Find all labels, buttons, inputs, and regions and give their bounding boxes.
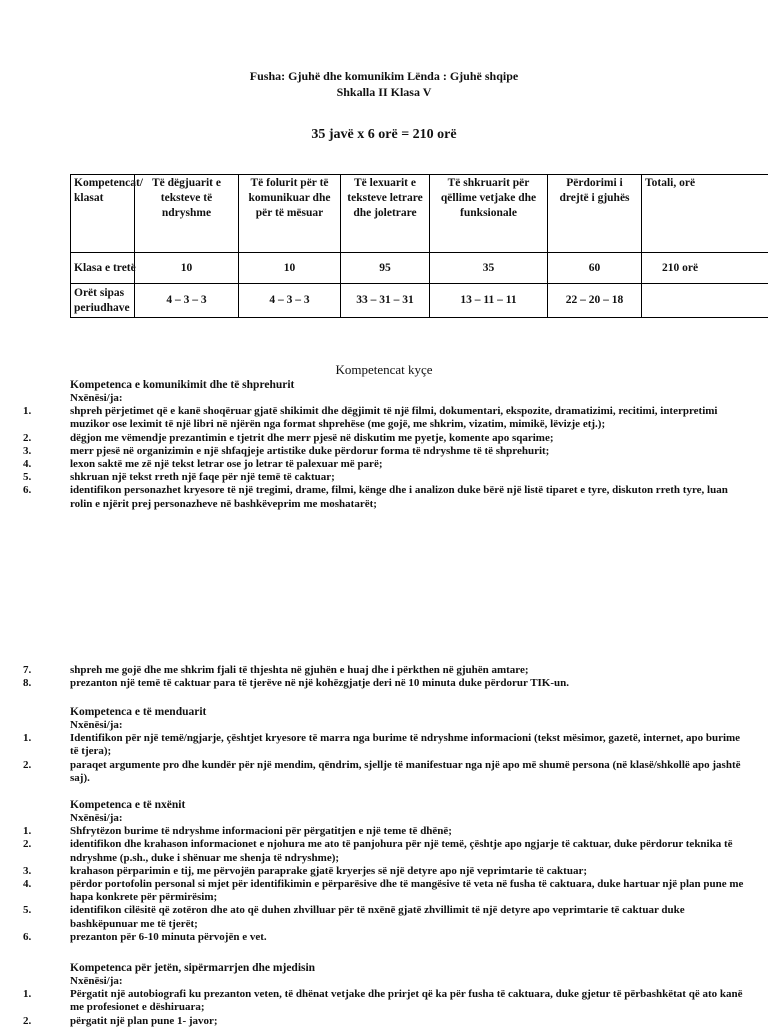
list-item [0,904,768,930]
table-header-row [71,175,768,253]
list-item-text: përdor portofolin personal si mjet për identifikimin e përparësive dhe të mangësive të veta në fusha të caktuara, duke hartuar një plan pune me hapa konkrete për përmirësim; [70,878,743,903]
list-item [0,825,768,838]
list-item-text: shkruan një tekst rreth një faqe për një temë të caktuar; [70,471,335,483]
list-item-number: 3. [23,445,31,458]
column-header: Të lexuarit e teksteve letrare dhe joletrare [341,175,430,253]
list-item-text: dëgjon me vëmendje prezantimin e tjetrit dhe merr pjesë në diskutim me pyetje, komente apo sqarime; [70,432,554,444]
list-item [0,732,768,758]
competence-list [0,825,768,944]
competence-title: Kompetenca e komunikimit dhe të shprehurit [70,378,768,392]
list-item-number: 1. [23,405,31,418]
list-item-text: identifikon cilësitë që zotëron dhe ato që duhen zhvilluar për të nxënë gjatë zhvillimit të një detyre apo veprimtarie të caktuar duke bashkëpunuar me të tjerët; [70,904,685,929]
student-label: Nxënësi/ja: [70,392,768,405]
competence-list [0,732,768,785]
list-item-number: 7. [23,664,31,677]
table-cell: Orët sipas periudhave [71,284,135,318]
list-item [0,865,768,878]
column-header: Të folurit për të komunikuar dhe për të mësuar [239,175,341,253]
table-cell: 4 – 3 – 3 [135,284,239,318]
student-label: Nxënësi/ja: [70,975,768,988]
column-header: Kompetencat/ klasat [71,175,135,253]
section-title: Kompetencat kyçe [0,362,768,378]
list-item [0,458,768,471]
student-label: Nxënësi/ja: [70,812,768,825]
list-item-number: 1. [23,988,31,1001]
competence-list [0,405,768,511]
list-item-number: 2. [23,432,31,445]
list-item-number: 2. [23,759,31,772]
list-item [0,931,768,944]
table-cell: 10 [135,253,239,284]
table-cell: 4 – 3 – 3 [239,284,341,318]
list-item-text: prezanton për 6-10 minuta përvojën e vet. [70,931,267,943]
competence-title: Kompetenca e të nxënit [70,798,768,812]
list-item-number: 4. [23,878,31,891]
table-cell: 33 – 31 – 31 [341,284,430,318]
competence-life-enterprise [0,961,768,1028]
list-item-text: shpreh me gojë dhe me shkrim fjali të thjeshta në gjuhën e huaj dhe i përkthen në gjuhën amtare; [70,664,529,676]
column-header: Të dëgjuarit e teksteve të ndryshme [135,175,239,253]
header-subject-line: Fusha: Gjuhë dhe komunikim Lënda : Gjuhë shqipe [0,68,768,84]
list-item-text: Përgatit një autobiografi ku prezanton veten, të dhënat vetjake dhe prirjet që ka për fusha të caktuara, duke gjetur të përbashkëtat që ato kanë me profesionet e dëshiruara; [70,988,742,1013]
list-item-number: 1. [23,732,31,745]
list-item-number: 2. [23,838,31,851]
list-item-text: identifikon dhe krahason informacionet e njohura me ato të panjohura për një temë, çështje apo ngjarje të caktuar, duke përdorur teknika të ndryshme (p.sh., duke i shënuar me shenja të ndryshme); [70,838,733,863]
table-cell: 10 [239,253,341,284]
list-item-text: Identifikon për një temë/ngjarje, çështjet kryesore të marra nga burime të ndryshme informacioni (tekst mësimor, gazetë, internet, apo burime të tjera); [70,732,740,757]
competence-title: Kompetenca për jetën, sipërmarrjen dhe mjedisin [70,961,768,975]
list-item [0,432,768,445]
list-item-number: 8. [23,677,31,690]
column-header: Totali, orë [642,175,768,253]
table-cell: 22 – 20 – 18 [548,284,642,318]
table-row [71,284,768,318]
competence-title: Kompetenca e të menduarit [70,705,768,719]
competence-communication-cont [0,664,768,690]
list-item [0,445,768,458]
list-item-text: prezanton një temë të caktuar para të tjerëve në një kohëzgjatje deri në 10 minuta duke përdorur TIK-un. [70,677,569,689]
competence-communication [0,378,768,511]
list-item-number: 2. [23,1015,31,1028]
list-item-text: Shfrytëzon burime të ndryshme informacioni për përgatitjen e një teme të dhënë; [70,825,452,837]
table-cell: 35 [430,253,548,284]
list-item [0,484,768,510]
competence-list [0,988,768,1028]
list-item-number: 4. [23,458,31,471]
table-cell: 210 orë [642,253,768,284]
list-item [0,1015,768,1028]
list-item [0,988,768,1014]
competence-list [0,664,768,690]
list-item [0,405,768,431]
student-label: Nxënësi/ja: [70,719,768,732]
list-item-number: 6. [23,484,31,497]
table-cell [642,284,768,318]
column-header: Të shkruarit për qëllime vetjake dhe funksionale [430,175,548,253]
list-item-number: 5. [23,471,31,484]
header-grade-line: Shkalla II Klasa V [0,84,768,100]
list-item [0,471,768,484]
list-item-text: merr pjesë në organizimin e një shfaqjeje artistike duke përdorur forma të ndryshme të të shprehurit; [70,445,549,457]
table-cell: 13 – 11 – 11 [430,284,548,318]
table-cell: Klasa e tretë [71,253,135,284]
list-item-number: 3. [23,865,31,878]
competence-hours-table [70,174,768,318]
list-item-text: shpreh përjetimet që e kanë shoqëruar gjatë shikimit dhe dëgjimit të një filmi, dokumentari, ekspozite, dramatizimi, recitimi, interpretimi muzikor ose leximit të një libri në njërën nga format shprehëse (me gojë, me shkrim, vizatim, mimikë, lëvizje etj.); [70,405,718,430]
list-item-number: 6. [23,931,31,944]
list-item-text: përgatit një plan pune 1- javor; [70,1015,218,1027]
table-cell: 95 [341,253,430,284]
table-cell: 60 [548,253,642,284]
list-item-number: 5. [23,904,31,917]
list-item-text: lexon saktë me zë një tekst letrar ose jo letrar të palexuar më parë; [70,458,383,470]
list-item [0,878,768,904]
table-row [71,253,768,284]
list-item [0,664,768,677]
list-item-text: paraqet argumente pro dhe kundër për një mendim, qëndrim, sjellje të manifestuar nga një apo më shumë persona (në klasë/shkollë apo jashtë saj). [70,759,741,784]
competence-thinking [0,705,768,785]
list-item-text: identifikon personazhet kryesore të një tregimi, drame, filmi, kënge dhe i analizon duke bërë një listë tiparet e tyre, diskuton rreth tyre, luan rolin e njërit prej personazheve në bashkëveprim me moshatarët; [70,484,728,509]
total-hours: 35 javë x 6 orë = 210 orë [0,127,768,143]
list-item [0,677,768,690]
list-item-text: krahason përparimin e tij, me përvojën paraprake gjatë kryerjes së një detyre apo një veprimtarie të caktuar; [70,865,587,877]
list-item-number: 1. [23,825,31,838]
competence-learning [0,798,768,944]
list-item [0,838,768,864]
document-header [0,68,768,100]
column-header: Përdorimi i drejtë i gjuhës [548,175,642,253]
list-item [0,759,768,785]
